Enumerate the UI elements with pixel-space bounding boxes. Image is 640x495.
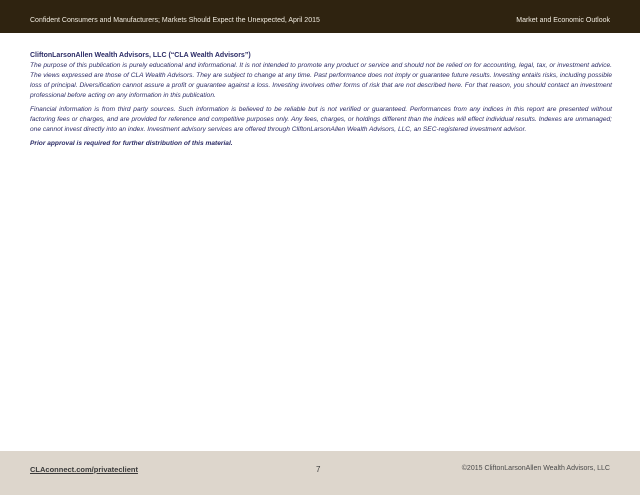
distribution-note: Prior approval is required for further distribution of this material. <box>30 140 233 147</box>
disclosure-content <box>30 51 612 153</box>
disclaimer-paragraph-2: Financial information is from third party sources. Such information is believed to be reliable but is not verified or guaranteed. Performances from any indices in this report are presented without factoring fees or charges, and are provided for reference and competitive purposes only. Any fees, charges, or holdings different than the indices will effect individual results. Indexes are unmanaged; one cannot invest directly into an index. Investment advisory services are offered through CliftonLarsonAllen Wealth Advisors, LLC, an SEC-registered investment advisor. <box>30 106 612 133</box>
disclaimer-paragraph-1: The purpose of this publication is purely educational and informational. It is not intended to promote any product or service and should not be relied on for accounting, legal, tax, or investment advice. The views expressed are those of CLA Wealth Advisors. They are subject to change at any time. Past performance does not imply or guarantee future results. Investing entails risks, including possible loss of principal. Diversification cannot assure a profit or guarantee against a loss. Investing involves other forms of risk that are not described here. For that reason, you should contact an investment professional before acting on any information in this publication. <box>30 62 612 99</box>
website-link[interactable]: CLAconnect.com/privateclient <box>30 465 138 474</box>
section-title: Market and Economic Outlook <box>516 17 610 24</box>
page-footer <box>0 451 640 495</box>
page-header <box>0 0 640 33</box>
org-heading: CliftonLarsonAllen Wealth Advisors, LLC (“CLA Wealth Advisors”) <box>30 52 251 59</box>
page-number: 7 <box>316 465 321 474</box>
document-title: Confident Consumers and Manufacturers; Markets Should Expect the Unexpected, April 2015 <box>30 17 320 24</box>
copyright-text: ©2015 CliftonLarsonAllen Wealth Advisors, LLC <box>461 465 610 472</box>
